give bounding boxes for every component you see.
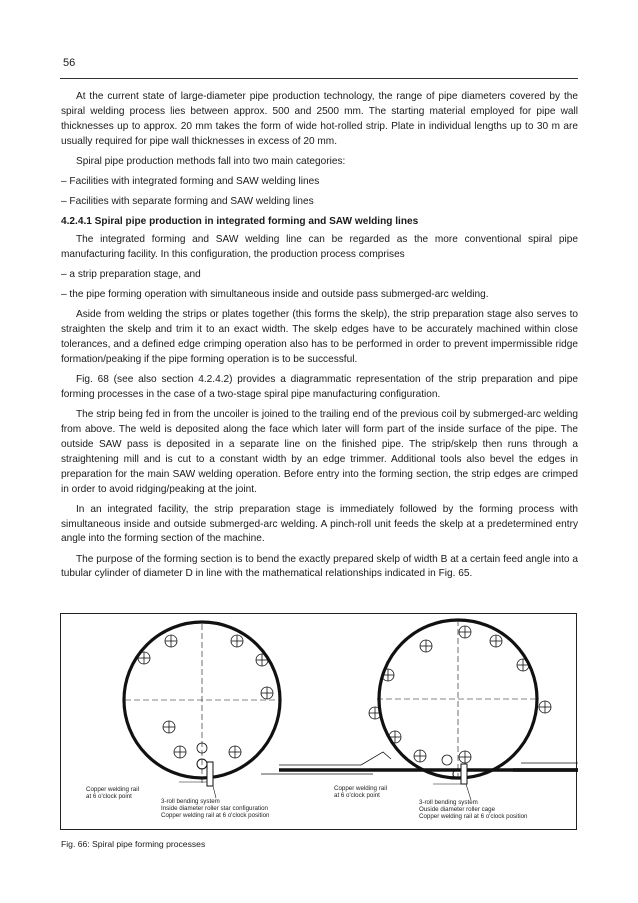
paragraph: Aside from welding the strips or plates together (this forms the skelp), the strip preparation stage also serves to straighten the skelp and trim it to an exact width. The skelp edges have to be accurately machined within close tolerances, and a defined edge crimping operation also has to be performed in order to prevent impermissible ridge formation/peaking if the pipe forming operation is to be successful.: [61, 309, 578, 365]
right-copper-rail: [461, 764, 467, 784]
right-system-leader: [466, 784, 471, 800]
right-system-label-line: Copper welding rail at 6 o'clock position: [419, 813, 528, 821]
list-item: – Facilities with integrated forming and SAW welding lines: [61, 175, 320, 187]
paragraph: The strip being fed in from the uncoiler is joined to the trailing end of the previous coil by submerged-arc welding from above. The weld is deposited along the face which later will form part of the inside surface of the pipe. The outside SAW pass is deposited in a separate line on the finished pipe. The strip/skelp then runs through a straightening mill and is cut to a constant width by an edge trimmer. Additional tools also bevel the edges in preparation for the main SAW welding operation. Before entry into the forming section, the strip edges are crimped in order to avoid ridging/peaking at the joint.: [61, 409, 578, 495]
paragraph: The integrated forming and SAW welding line can be regarded as the more conventional spiral pipe manufacturing facility. In this configuration, the production process comprises: [61, 234, 578, 260]
left-system-label-line: Inside diameter roller star configuration: [161, 805, 268, 813]
left-system-label-line: Copper welding rail at 6 o'clock position: [161, 812, 270, 820]
left-rail-label-line: Copper welding rail: [86, 786, 139, 793]
list-item: – a strip preparation stage, and: [61, 269, 201, 280]
right-rail-label-line: Copper welding rail: [334, 785, 387, 792]
body-text: [61, 90, 578, 588]
right-rail-label: [334, 785, 387, 799]
header-rule: [60, 78, 578, 79]
right-system-label: [419, 799, 528, 821]
paragraph: The purpose of the forming section is to bend the exactly prepared skelp of width B at a certain feed angle into a tubular cylinder of diameter D in line with the mathematical relationships indicated in Fig. 65.: [61, 553, 578, 580]
left-system-leader: [213, 786, 216, 798]
left-system-label-line: 3-roll bending system: [161, 798, 220, 805]
right-forming-diagram: [369, 620, 578, 800]
list-item: – the pipe forming operation with simultaneous inside and outside pass submerged-arc welding.: [61, 289, 489, 301]
paragraph: At the current state of large-diameter pipe production technology, the range of pipe diameters covered by the spiral welding process lies between approx. 500 and 2500 mm. The starting material employed for pipe wall thicknesses up to approx. 20 mm takes the form of wide hot-rolled strip. Plate in individual lengths up to 30 m are usually required for pipe wall thicknesses in excess of 20 mm.: [61, 91, 578, 147]
figure-box: [60, 613, 577, 830]
paragraph: In an integrated facility, the strip preparation stage is immediately followed by the forming process with simultaneous inside and outside submerged-arc welding. A pinch-roll unit feeds the skelp at a predetermined entry angle into the forming section of the machine.: [61, 503, 578, 545]
left-copper-rail: [207, 762, 213, 786]
section-heading: 4.2.4.1 Spiral pipe production in integrated forming and SAW welding lines: [61, 216, 419, 228]
left-rail-label: [86, 786, 139, 800]
right-system-label-line: Ouside diameter roller cage: [419, 806, 496, 814]
left-system-label: [161, 798, 270, 820]
right-system-label-line: 3-roll bending system: [419, 799, 478, 806]
left-forming-diagram: [124, 622, 578, 798]
list-item: – Facilities with separate forming and SAW welding lines: [61, 196, 314, 207]
left-rail-label-line: at 6 o'clock point: [86, 793, 132, 801]
paragraph: Fig. 68 (see also section 4.2.4.2) provides a diagrammatic representation of the strip preparation and pipe forming processes in the case of a two-stage spiral pipe manufacturing configuration.: [61, 374, 578, 400]
page-number: 56: [63, 57, 76, 69]
left-inner-rollers: [138, 635, 273, 758]
right-rail-label-line: at 6 o'clock point: [334, 792, 380, 800]
paragraph: Spiral pipe production methods fall into two main categories:: [76, 155, 346, 167]
figure-caption: Fig. 66: Spiral pipe forming processes: [61, 839, 206, 849]
